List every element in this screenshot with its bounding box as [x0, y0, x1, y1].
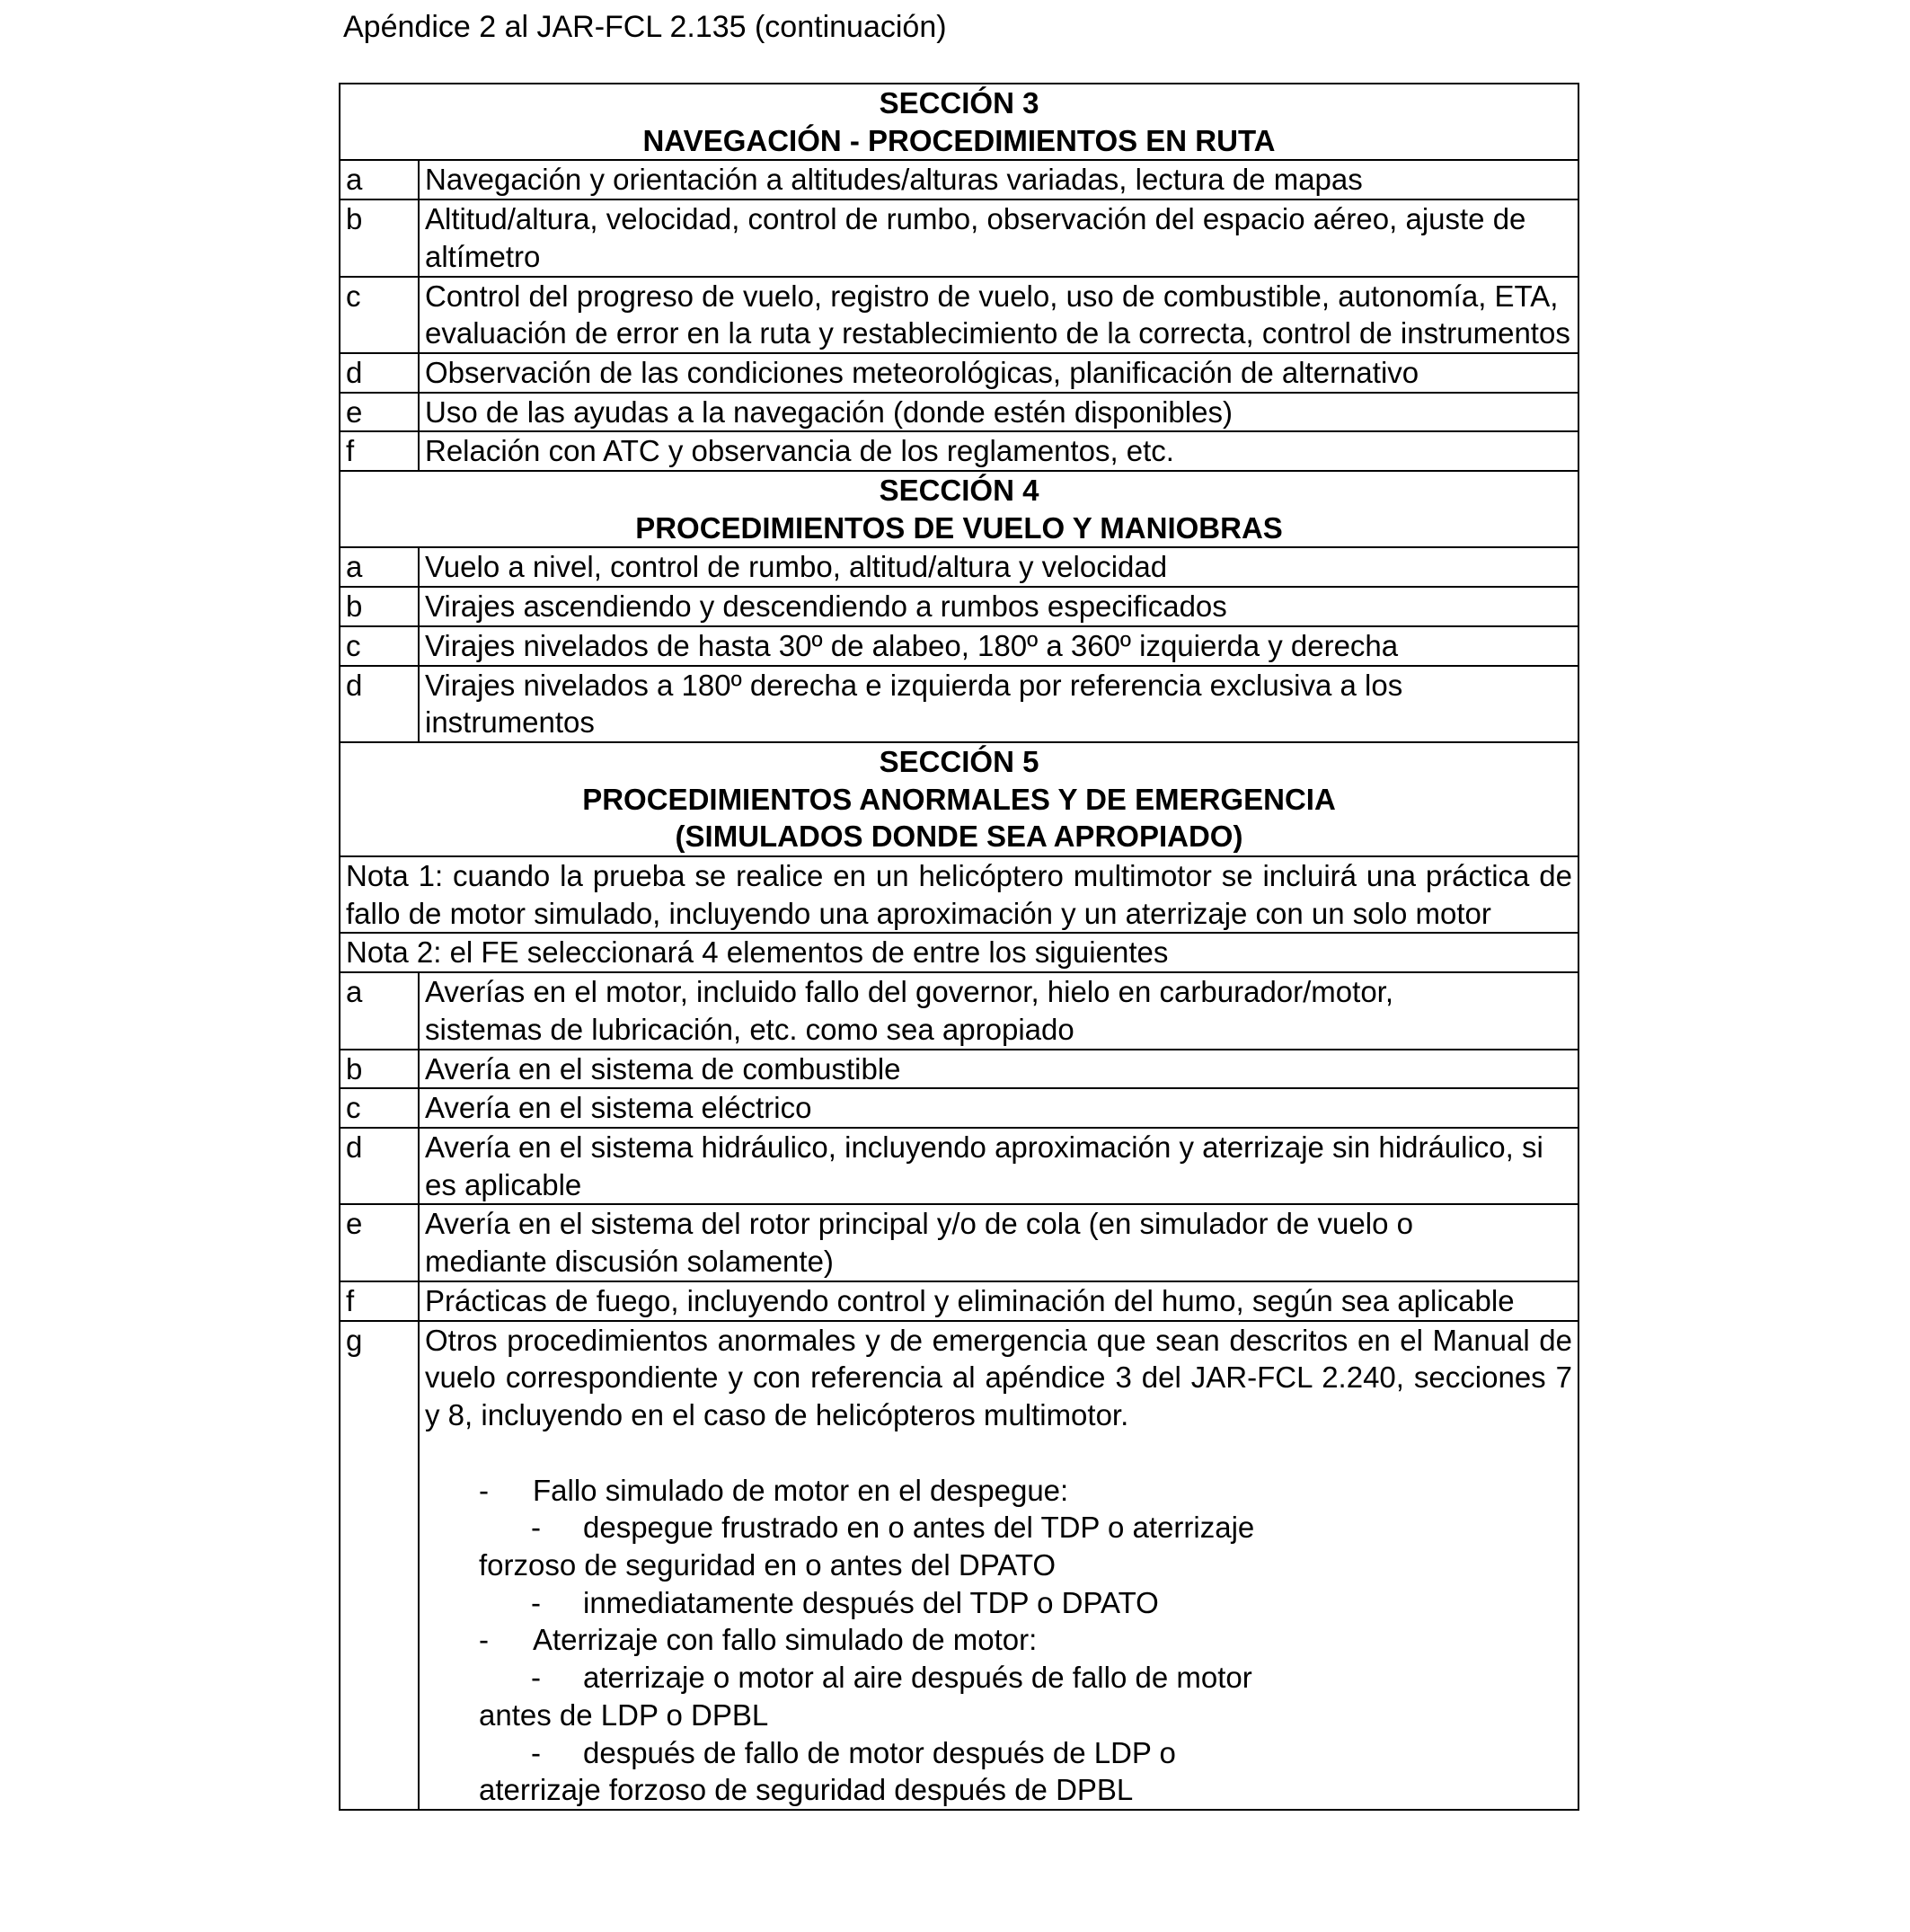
item-letter: b	[340, 199, 419, 276]
item-letter: g	[340, 1321, 419, 1810]
sublist-item	[425, 1472, 1572, 1510]
table-row	[340, 431, 1578, 471]
item-letter: a	[340, 547, 419, 587]
item-letter: a	[340, 972, 419, 1049]
section-4-number: SECCIÓN 4	[879, 474, 1039, 508]
item-text: Virajes nivelados a 180º derecha e izquierda por referencia exclusiva a los instrumentos	[419, 666, 1578, 742]
test-content-table	[339, 83, 1579, 1811]
table-row	[340, 1321, 1578, 1810]
table-row	[340, 1050, 1578, 1089]
dash-bullet: -	[479, 1473, 489, 1507]
item-letter: d	[340, 1128, 419, 1204]
table-row	[340, 587, 1578, 626]
item-text: Avería en el sistema hidráulico, incluyendo aproximación y aterrizaje sin hidráulico, si es aplicable	[419, 1128, 1578, 1204]
item-letter: a	[340, 160, 419, 199]
table-row	[340, 199, 1578, 276]
item-text: Vuelo a nivel, control de rumbo, altitud/altura y velocidad	[419, 547, 1578, 587]
item-text	[419, 1321, 1578, 1810]
item-text-line: sistemas de lubricación, etc. como sea apropiado	[425, 1012, 1074, 1046]
table-row	[340, 353, 1578, 393]
item-letter: e	[340, 1204, 419, 1281]
sublist-child-item	[425, 1659, 1572, 1697]
section-4-header	[340, 471, 1578, 547]
dash-bullet: -	[531, 1511, 541, 1545]
item-letter: f	[340, 431, 419, 471]
item-text: Altitud/altura, velocidad, control de rumbo, observación del espacio aéreo, ajuste de altímetro	[419, 199, 1578, 276]
sublist-text: Fallo simulado de motor en el despegue:	[533, 1473, 1069, 1507]
item-letter: c	[340, 626, 419, 666]
section-5-subtitle: (SIMULADOS DONDE SEA APROPIADO)	[675, 820, 1243, 854]
item-letter: c	[340, 1088, 419, 1128]
item-text-line: Avería en el sistema del rotor principal y/o de cola (en simulador de vuelo o	[425, 1207, 1413, 1241]
item-text: Avería en el sistema eléctrico	[419, 1088, 1578, 1128]
item-text: Navegación y orientación a altitudes/alturas variadas, lectura de mapas	[419, 160, 1578, 199]
item-text: Control del progreso de vuelo, registro de vuelo, uso de combustible, autonomía, ETA, evaluación de error en la ruta y restablecimiento de la correcta, control de instrumentos	[419, 277, 1578, 353]
table-row	[340, 1281, 1578, 1321]
item-letter: c	[340, 277, 419, 353]
item-letter: f	[340, 1281, 419, 1321]
section-3-header	[340, 84, 1578, 160]
item-text: Relación con ATC y observancia de los reglamentos, etc.	[419, 431, 1578, 471]
item-text-line: mediante discusión solamente)	[425, 1245, 834, 1279]
item-letter: b	[340, 1050, 419, 1089]
dash-bullet: -	[531, 1661, 541, 1695]
sublist-continuation: aterrizaje forzoso de seguridad después de DPBL	[479, 1773, 1134, 1807]
item-text: Uso de las ayudas a la navegación (donde estén disponibles)	[419, 393, 1578, 432]
sublist-child-text: después de fallo de motor después de LDP o	[583, 1735, 1176, 1769]
sublist-child-item	[425, 1509, 1572, 1546]
section-4-title: PROCEDIMIENTOS DE VUELO Y MANIOBRAS	[635, 510, 1283, 545]
table-row	[340, 1128, 1578, 1204]
item-text	[419, 1204, 1578, 1281]
sublist-child-text: inmediatamente después del TDP o DPATO	[583, 1585, 1159, 1619]
table-row	[340, 160, 1578, 199]
table-row	[340, 1204, 1578, 1281]
table-row	[340, 393, 1578, 432]
item-text: Observación de las condiciones meteorológicas, planificación de alternativo	[419, 353, 1578, 393]
page-header: Apéndice 2 al JAR-FCL 2.135 (continuación)	[343, 10, 947, 44]
dash-bullet: -	[531, 1735, 541, 1769]
item-text	[419, 972, 1578, 1049]
item-text: Prácticas de fuego, incluyendo control y eliminación del humo, según sea aplicable	[419, 1281, 1578, 1321]
item-letter: d	[340, 666, 419, 742]
sublist-child-item	[425, 1584, 1572, 1622]
sublist-child-text: aterrizaje o motor al aire después de fallo de motor	[583, 1661, 1252, 1695]
item-letter: d	[340, 353, 419, 393]
sublist-text: Aterrizaje con fallo simulado de motor:	[533, 1623, 1038, 1657]
section-5-header	[340, 742, 1578, 856]
table-row	[340, 547, 1578, 587]
dash-bullet: -	[479, 1623, 489, 1657]
item-text-line: Averías en el motor, incluido fallo del governor, hielo en carburador/motor,	[425, 975, 1394, 1009]
table-row	[340, 1088, 1578, 1128]
note-row	[340, 856, 1578, 933]
item-letter: b	[340, 587, 419, 626]
sublist-continuation: antes de LDP o DPBL	[479, 1697, 769, 1732]
item-text-paragraph: Otros procedimientos anormales y de emergencia que sean descritos en el Manual de vuelo correspondiente y con referencia al apéndice 3 del JAR-FCL 2.240, secciones 7 y 8, incluyendo en el caso de helicópteros multimotor.	[425, 1323, 1572, 1431]
sublist-item	[425, 1621, 1572, 1659]
note-1: Nota 1: cuando la prueba se realice en un helicóptero multimotor se incluirá una práctica de fallo de motor simulado, incluyendo una aproximación y un aterrizaje con un solo motor	[340, 856, 1578, 933]
section-3-number: SECCIÓN 3	[879, 86, 1039, 120]
sublist-child-item	[425, 1734, 1572, 1772]
spacer	[425, 1434, 1572, 1472]
table-row	[340, 626, 1578, 666]
item-letter: e	[340, 393, 419, 432]
item-text: Avería en el sistema de combustible	[419, 1050, 1578, 1089]
item-text: Virajes nivelados de hasta 30º de alabeo, 180º a 360º izquierda y derecha	[419, 626, 1578, 666]
table-row	[340, 277, 1578, 353]
note-row	[340, 933, 1578, 972]
item-text: Virajes ascendiendo y descendiendo a rumbos especificados	[419, 587, 1578, 626]
table-row	[340, 972, 1578, 1049]
section-5-number: SECCIÓN 5	[879, 744, 1039, 778]
note-2: Nota 2: el FE seleccionará 4 elementos de entre los siguientes	[340, 933, 1578, 972]
section-3-title: NAVEGACIÓN - PROCEDIMIENTOS EN RUTA	[642, 123, 1276, 157]
section-5-title: PROCEDIMIENTOS ANORMALES Y DE EMERGENCIA	[582, 782, 1336, 816]
dash-bullet: -	[531, 1585, 541, 1619]
sublist-child-text: despegue frustrado en o antes del TDP o aterrizaje	[583, 1511, 1255, 1545]
sublist-continuation: forzoso de seguridad en o antes del DPATO	[479, 1548, 1057, 1582]
table-row	[340, 666, 1578, 742]
